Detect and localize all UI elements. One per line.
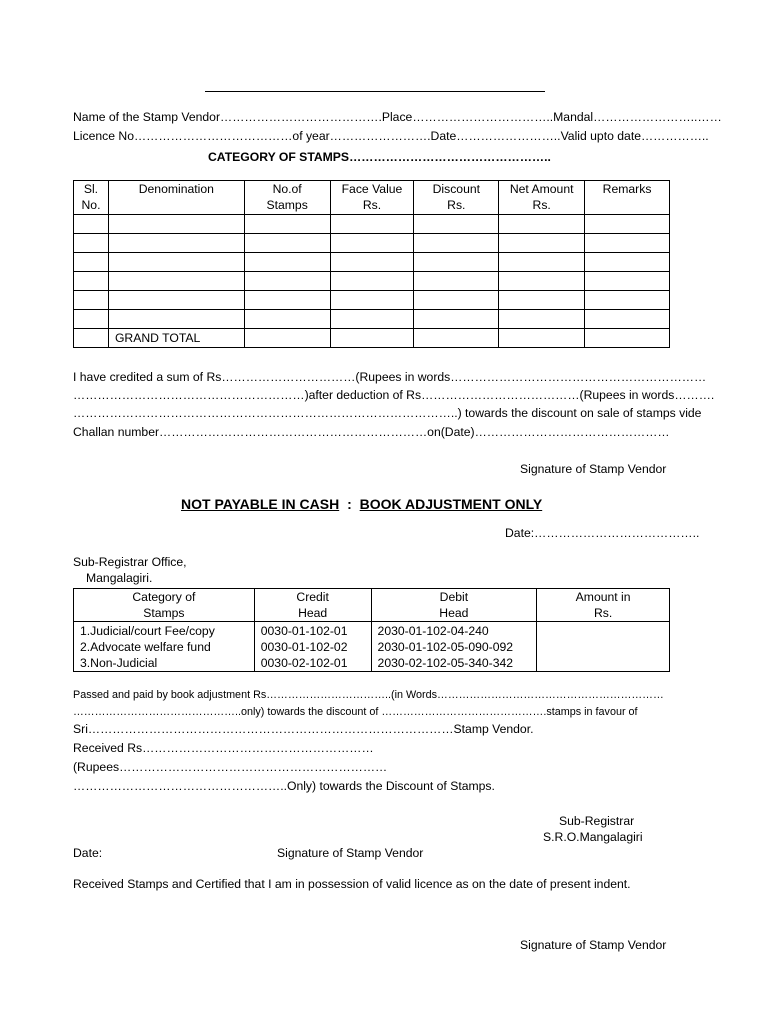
col-sl-no: Sl. No. xyxy=(74,181,109,215)
grand-total-label: GRAND TOTAL xyxy=(108,329,244,348)
top-rule xyxy=(205,91,545,92)
debit-head-cell: 2030-01-102-04-240 2030-01-102-05-090-092 2030-02-102-05-340-342 xyxy=(371,622,537,672)
book-adjustment-heading xyxy=(181,495,542,513)
not-payable-in-cash: NOT PAYABLE IN CASH xyxy=(181,496,340,512)
stamp-vendor-line: Name of the Stamp Vendor………………………………….Place……………………………..Mandal……………………..…… xyxy=(73,110,722,124)
office-line-2: Mangalagiri. xyxy=(86,571,153,585)
category-of-stamps-title: CATEGORY OF STAMPS………………………………………….. xyxy=(208,150,551,164)
table-row xyxy=(74,272,670,291)
grand-total-row xyxy=(74,329,670,348)
table-row xyxy=(74,215,670,234)
table-row xyxy=(74,310,670,329)
office-line-1: Sub-Registrar Office, xyxy=(73,555,187,569)
sro-label: S.R.O.Mangalagiri xyxy=(543,830,643,844)
footer-date-label: Date: xyxy=(73,846,103,860)
stamps-table-header xyxy=(74,181,670,215)
certification-text: Received Stamps and Certified that I am in possession of valid licence as on the date of present indent. xyxy=(73,877,631,891)
rupees-line: (Rupees………………………………………………………… xyxy=(73,760,388,774)
col-debit-head: Debit Head xyxy=(371,589,537,622)
passed-line-1: Passed and paid by book adjustment Rs……………………………..(in Words……………………………………………………… xyxy=(73,689,664,701)
received-rs-line: Received Rs………………………………………………… xyxy=(73,741,374,755)
credit-line-4: Challan number…………………………………………………………on(Date)………………………………………… xyxy=(73,425,670,439)
col-no-of-stamps: No.of Stamps xyxy=(244,181,330,215)
col-denomination: Denomination xyxy=(108,181,244,215)
only-towards-line: ……………………………………………..Only) towards the Discount of Stamps. xyxy=(73,779,495,793)
stamps-table xyxy=(73,180,670,348)
credit-line-2: …………………………………………………)after deduction of Rs…………………………………(Rupees in words………. xyxy=(73,388,715,402)
vendor-signature-1: Signature of Stamp Vendor xyxy=(520,462,667,476)
heading-separator: : xyxy=(347,496,352,512)
col-net-amount: Net Amount Rs. xyxy=(499,181,585,215)
credit-line-3: …………………………………………………………………………………..) towards the discount on sale of stamps vide xyxy=(73,406,702,420)
licence-line: Licence No…………………………………of year…………………….Date……………………..Valid upto date…………….. xyxy=(73,129,709,143)
book-adjustment-table xyxy=(73,588,670,672)
table-row xyxy=(74,253,670,272)
date-line: Date:………………………………….. xyxy=(505,526,700,540)
passed-line-3: Sri………………………………………………………………………………Stamp Vendor. xyxy=(73,722,534,736)
table-row xyxy=(74,291,670,310)
category-cell: 1.Judicial/court Fee/copy 2.Advocate welfare fund 3.Non-Judicial xyxy=(74,622,255,672)
book-table-body xyxy=(74,622,670,672)
book-table-header xyxy=(74,589,670,622)
amount-cell xyxy=(537,622,670,672)
col-remarks: Remarks xyxy=(585,181,670,215)
table-row xyxy=(74,234,670,253)
col-face-value: Face Value Rs. xyxy=(330,181,414,215)
book-adjustment-only: BOOK ADJUSTMENT ONLY xyxy=(359,496,543,512)
sub-registrar-label: Sub-Registrar xyxy=(559,814,635,828)
passed-line-2: ………………………………………..only) towards the discount of ……………………………………….stamps in favour of xyxy=(73,706,638,718)
vendor-signature-3: Signature of Stamp Vendor xyxy=(520,938,667,952)
credit-line-1: I have credited a sum of Rs……………………………(Rupees in words……………………………………………………… xyxy=(73,370,707,384)
col-amount: Amount in Rs. xyxy=(537,589,670,622)
col-category: Category of Stamps xyxy=(74,589,255,622)
col-discount: Discount Rs. xyxy=(414,181,499,215)
vendor-signature-2: Signature of Stamp Vendor xyxy=(277,846,424,860)
col-credit-head: Credit Head xyxy=(254,589,371,622)
credit-head-cell: 0030-01-102-01 0030-01-102-02 0030-02-102-01 xyxy=(254,622,371,672)
